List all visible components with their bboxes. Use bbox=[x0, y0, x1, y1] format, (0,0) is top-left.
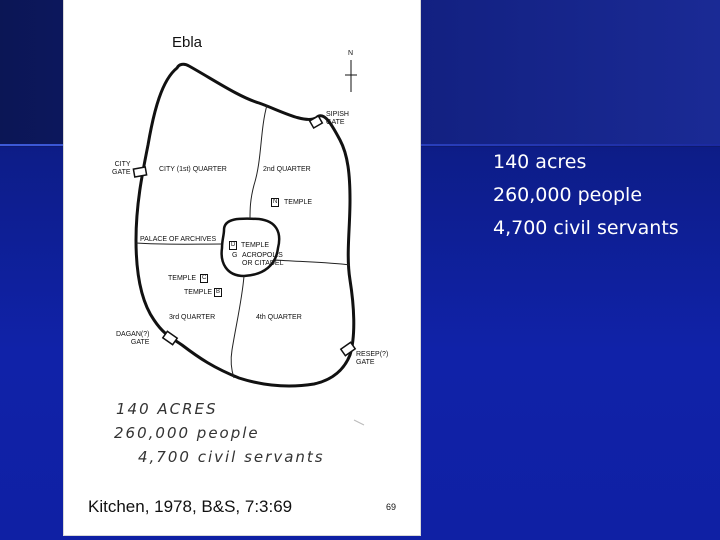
city-gate-mark bbox=[133, 167, 146, 177]
third-quarter-label: 3rd QUARTER bbox=[169, 314, 216, 321]
temple-d-label: TEMPLE bbox=[241, 242, 270, 249]
north-label: N bbox=[348, 50, 354, 57]
resep-gate-label: RESEP(?) GATE bbox=[356, 351, 389, 366]
map-citation: Kitchen, 1978, B&S, 7:3:69 bbox=[88, 497, 293, 516]
temple-c-label: TEMPLE bbox=[168, 275, 197, 282]
bullet-population: 260,000 people bbox=[493, 184, 643, 206]
acropolis-label: ACROPOLIS OR CITADEL bbox=[242, 252, 284, 267]
city-gate-label: CITY GATE bbox=[112, 161, 131, 176]
page-number: 69 bbox=[386, 502, 397, 512]
temple-n-box: N bbox=[273, 199, 278, 205]
city-quarter-label: CITY (1st) QUARTER bbox=[159, 166, 227, 173]
bullet-acres: 140 acres bbox=[493, 151, 587, 173]
temple-c-box: C bbox=[202, 275, 207, 281]
g-marker: G bbox=[232, 252, 238, 259]
second-quarter-label: 2nd QUARTER bbox=[263, 166, 311, 173]
slide-bullet-list bbox=[493, 150, 708, 241]
bullet-civil-servants: 4,700 civil servants bbox=[493, 217, 679, 239]
dagan-gate-label: DAGAN(?) GATE bbox=[116, 331, 150, 346]
temple-d-box: D bbox=[231, 242, 236, 248]
quarter-line-east bbox=[276, 260, 350, 265]
map-title: Ebla bbox=[172, 34, 203, 51]
palace-archives-label: PALACE OF ARCHIVES bbox=[140, 236, 217, 243]
fourth-quarter-label: 4th QUARTER bbox=[256, 314, 302, 321]
handwritten-servants: 4,700 civil servants bbox=[138, 448, 325, 466]
handwriting-smudge bbox=[354, 420, 364, 425]
scanned-map-page bbox=[64, 0, 420, 535]
quarter-line-north bbox=[250, 105, 267, 219]
sipish-gate-label: SIPISH GATE bbox=[326, 111, 349, 126]
temple-b-label: TEMPLE bbox=[184, 289, 213, 296]
temple-b-box: B bbox=[216, 289, 221, 295]
handwritten-people: 260,000 people bbox=[114, 424, 260, 442]
handwritten-acres: 140 ACRES bbox=[116, 400, 218, 418]
quarter-line-south bbox=[231, 276, 244, 378]
temple-n-label: TEMPLE bbox=[284, 199, 313, 206]
